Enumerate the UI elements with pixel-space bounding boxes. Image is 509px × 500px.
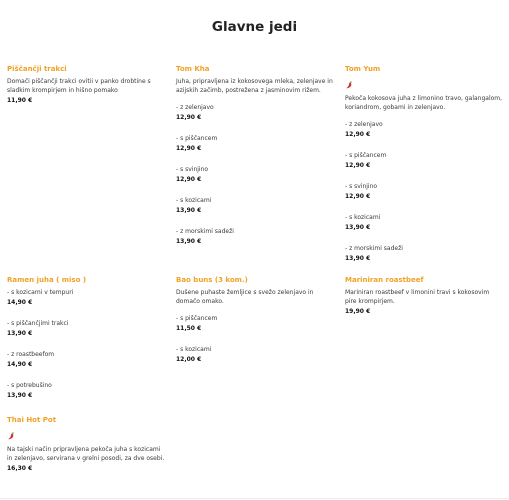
variant-label: - z morskimi sadeži: [345, 245, 403, 253]
menu-item-tom-kha: [176, 65, 338, 246]
variant-label: - s piščančjimi trakci: [7, 320, 69, 327]
menu-item-ramen-juha: [7, 276, 167, 400]
variant: [176, 197, 338, 215]
variant-price: 13,90 €: [345, 255, 371, 263]
variant-price: 13,90 €: [7, 330, 33, 337]
item-price: 16,30 €: [7, 465, 33, 473]
variant: [345, 245, 503, 263]
variant: [7, 320, 167, 338]
menu-item-thai-hot-pot: [7, 416, 167, 473]
variant: [176, 228, 338, 246]
menu-item-piscancji-trakci: [7, 65, 167, 105]
variant-label: - s kozicami: [176, 197, 212, 205]
variant-label: - s potrebušino: [7, 382, 52, 389]
variant-label: - s svinjino: [176, 166, 209, 174]
variant: [176, 346, 338, 364]
menu-item-bao-buns: [176, 276, 338, 364]
variant: [345, 152, 503, 170]
variant-label: - z zelenjavo: [345, 121, 383, 129]
variant-price: 12,90 €: [345, 193, 371, 201]
variant-price: 12,90 €: [176, 176, 202, 184]
variant-price: 12,90 €: [345, 162, 371, 170]
variant-label: - s kozicami: [176, 346, 212, 354]
menu-item-mariniran-roastbeef: [345, 276, 495, 316]
variant: [176, 104, 338, 122]
item-description: Pekoča kokosova juha z limonino travo, galangalom, koriandrom, gobami in zelenjavo.: [345, 95, 503, 111]
item-price: 19,90 €: [345, 308, 371, 316]
item-description: Dušene puhaste žemljice s svežo zelenjavo in domačo omako.: [176, 289, 314, 305]
variant-label: - s piščancem: [176, 315, 218, 323]
variant-label: - s svinjino: [345, 183, 378, 191]
variant-price: 13,90 €: [176, 207, 202, 215]
item-description: Mariniran roastbeef v limonini travi s kokosovim pire krompirjem.: [345, 289, 490, 305]
variant-label: - s piščancem: [176, 135, 218, 143]
item-description: Domači piščančji trakci ovitii v panko drobtine s sladkim krompirjem in hišno pomako: [7, 78, 151, 94]
variant-price: 14,90 €: [7, 361, 33, 368]
chili-pepper-icon: [7, 432, 15, 440]
variant-label: - s kozicami: [345, 214, 381, 222]
item-name: Mariniran roastbeef: [345, 276, 424, 284]
item-name: Ramen juha ( miso ): [7, 276, 87, 284]
variant-price: 14,90 €: [7, 299, 33, 306]
variant: [345, 121, 503, 139]
chili-pepper-icon: [345, 81, 353, 89]
variant: [7, 351, 167, 369]
item-description: Na tajski način pripravljena pekoča juha s kozicami in zelenjavo, servirana v grelni posodi, za dve osebi.: [7, 446, 165, 462]
variant: [345, 214, 503, 232]
item-description: Juha, pripravljena iz kokosovega mleka, zelenjave in azijskih začimb, postrežena z jasminovim rižem.: [176, 78, 333, 94]
variant-label: - s piščancem: [345, 152, 387, 160]
variant-price: 12,00 €: [176, 356, 202, 364]
menu-item-tom-yum: [345, 65, 503, 263]
divider: [0, 498, 509, 499]
variant-price: 13,90 €: [7, 392, 33, 399]
variant-price: 12,90 €: [345, 131, 371, 139]
variant-price: 13,90 €: [176, 238, 202, 246]
page-title: Glavne jedi: [211, 19, 298, 35]
item-price: 11,90 €: [7, 97, 33, 105]
item-name: Bao buns (3 kom.): [176, 276, 248, 284]
variant-price: 13,90 €: [345, 224, 371, 232]
item-name: Tom Yum: [345, 65, 381, 73]
variant: [176, 135, 338, 153]
variant: [176, 166, 338, 184]
variant-label: - z zelenjavo: [176, 104, 214, 112]
variant-label: - s kozicami v tempuri: [7, 289, 74, 296]
variant-price: 11,50 €: [176, 325, 202, 333]
variant-label: - z morskimi sadeži: [176, 228, 234, 236]
item-name: Tom Kha: [176, 65, 210, 73]
variant: [7, 382, 167, 400]
variant: [176, 315, 338, 333]
item-name: Piščančji trakci: [7, 65, 67, 73]
variant: [345, 183, 503, 201]
variant: [7, 289, 167, 307]
variant-price: 12,90 €: [176, 114, 202, 122]
variant-label: - z roastbeefom: [7, 351, 55, 358]
item-name: Thai Hot Pot: [7, 416, 57, 424]
variant-price: 12,90 €: [176, 145, 202, 153]
